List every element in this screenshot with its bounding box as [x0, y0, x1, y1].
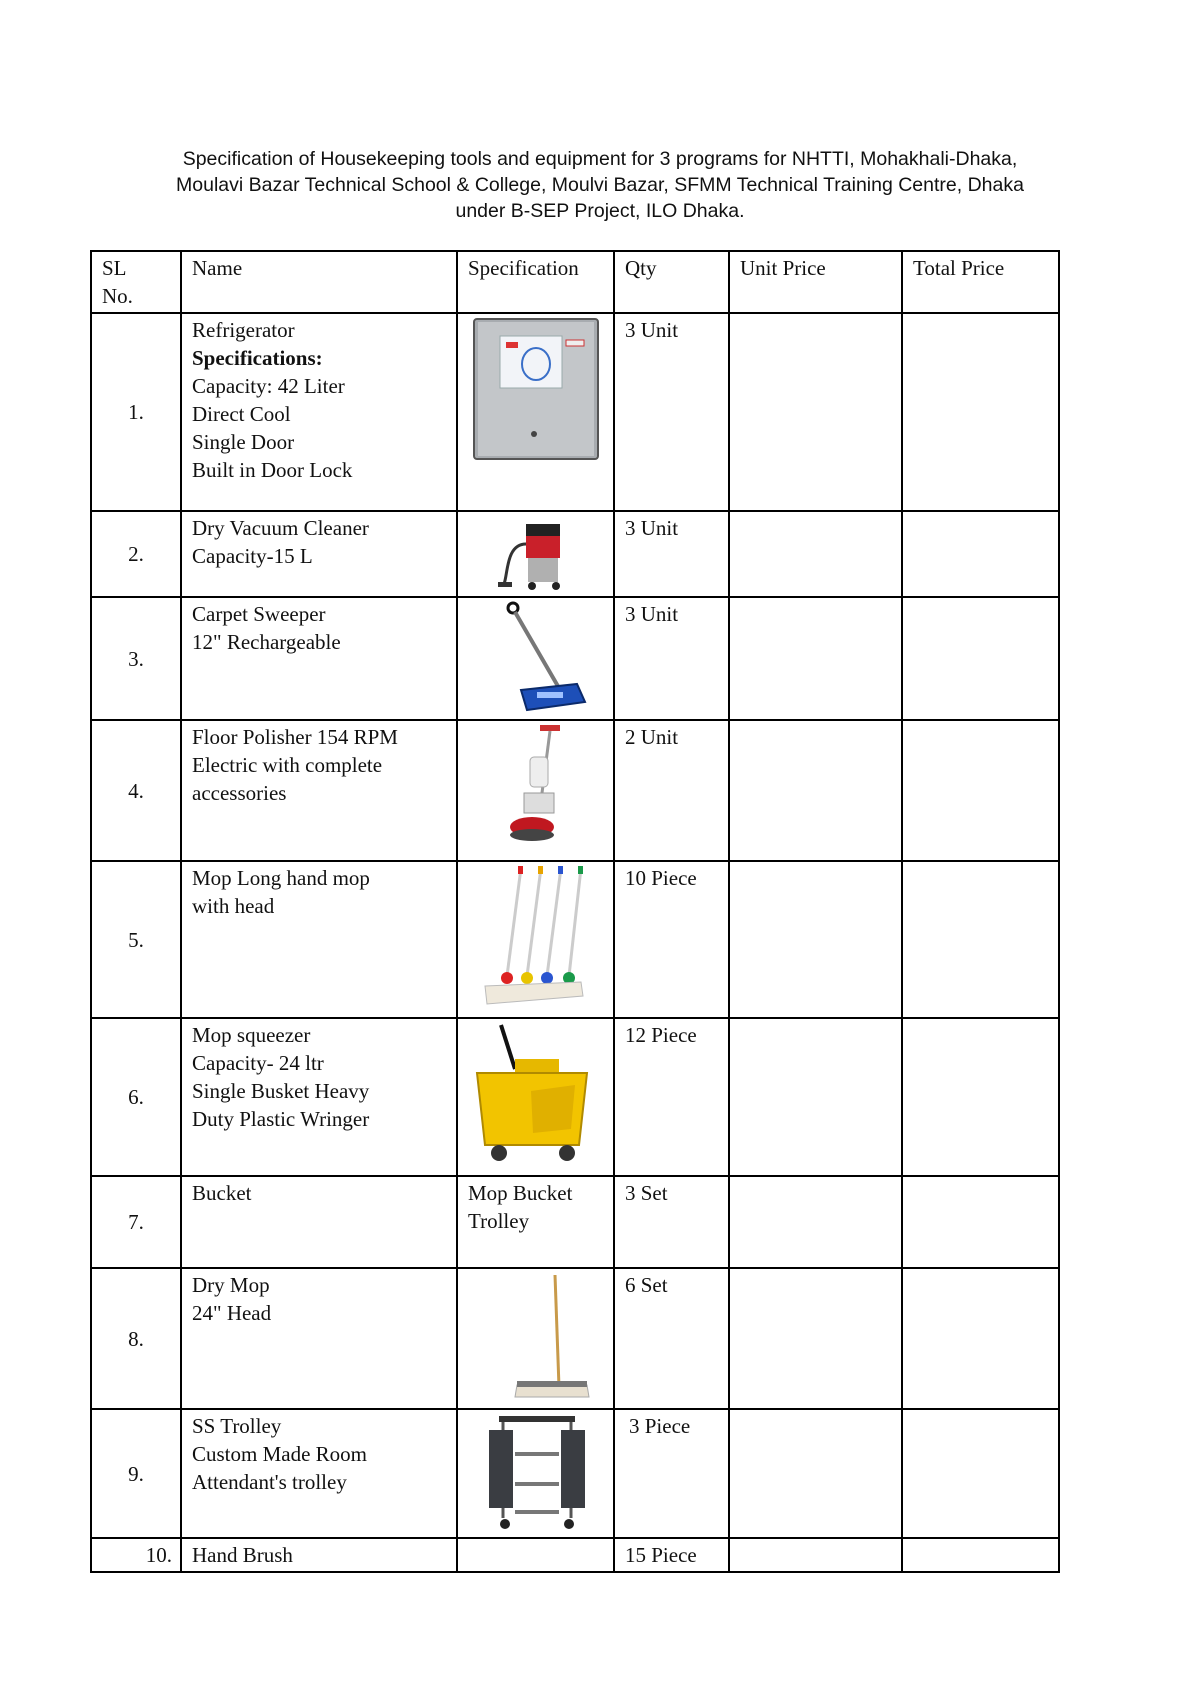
row-sl: 8.	[91, 1268, 181, 1409]
row-name: Mop squeezer Capacity- 24 ltr Single Busket Heavy Duty Plastic Wringer	[181, 1018, 457, 1176]
document-title	[60, 146, 1140, 224]
row-spec-image	[457, 861, 614, 1018]
row-total-price[interactable]	[902, 1409, 1059, 1538]
row-unit-price[interactable]	[729, 1538, 902, 1572]
row-total-price[interactable]	[902, 720, 1059, 861]
row-unit-price[interactable]	[729, 1176, 902, 1268]
row-total-price[interactable]	[902, 1268, 1059, 1409]
long-hand-mops-icon	[481, 864, 591, 1010]
row-spec-image	[457, 720, 614, 861]
carpet-sweeper-icon	[481, 600, 591, 716]
row-unit-price[interactable]	[729, 511, 902, 597]
row-spec-text: Mop Bucket Trolley	[457, 1176, 614, 1268]
row-qty: 3 Unit	[614, 511, 729, 597]
row-total-price[interactable]	[902, 511, 1059, 597]
row-sl: 2.	[91, 511, 181, 597]
header-unit-price: Unit Price	[729, 251, 902, 313]
row-total-price[interactable]	[902, 1176, 1059, 1268]
row-total-price[interactable]	[902, 1538, 1059, 1572]
row-total-price[interactable]	[902, 1018, 1059, 1176]
table-row	[91, 1176, 1059, 1268]
header-name: Name	[181, 251, 457, 313]
title-line: Moulavi Bazar Technical School & College, Moulvi Bazar, SFMM Technical Training Centre, Dhaka	[176, 174, 1024, 196]
row-spec-image	[457, 1268, 614, 1409]
row-qty: 10 Piece	[614, 861, 729, 1018]
title-line: Specification of Housekeeping tools and equipment for 3 programs for NHTTI, Mohakhali-Dhaka,	[182, 148, 1018, 170]
table-row	[91, 720, 1059, 861]
row-unit-price[interactable]	[729, 313, 902, 511]
specification-table	[90, 250, 1060, 1573]
row-unit-price[interactable]	[729, 1018, 902, 1176]
row-qty: 3 Set	[614, 1176, 729, 1268]
row-sl: 7.	[91, 1176, 181, 1268]
header-specification: Specification	[457, 251, 614, 313]
row-spec-image	[457, 1409, 614, 1538]
row-total-price[interactable]	[902, 597, 1059, 720]
row-unit-price[interactable]	[729, 1409, 902, 1538]
table-row	[91, 1409, 1059, 1538]
row-spec-image	[457, 1018, 614, 1176]
row-sl: 4.	[91, 720, 181, 861]
row-name: Dry Vacuum Cleaner Capacity-15 L	[181, 511, 457, 597]
row-unit-price[interactable]	[729, 1268, 902, 1409]
table-header-row	[91, 251, 1059, 313]
header-sl: SL No.	[91, 251, 181, 313]
floor-polisher-icon	[496, 723, 576, 849]
table-row	[91, 1018, 1059, 1176]
row-qty: 15 Piece	[614, 1538, 729, 1572]
row-qty: 3 Unit	[614, 313, 729, 511]
row-name: Dry Mop 24" Head	[181, 1268, 457, 1409]
row-spec-image	[457, 511, 614, 597]
row-spec-text	[457, 1538, 614, 1572]
row-total-price[interactable]	[902, 861, 1059, 1018]
row-sl: 5.	[91, 861, 181, 1018]
mop-squeezer-icon	[471, 1021, 601, 1169]
title-line: under B-SEP Project, ILO Dhaka.	[455, 200, 745, 222]
row-spec-image	[457, 313, 614, 511]
row-name: Floor Polisher 154 RPM Electric with complete accessories	[181, 720, 457, 861]
ss-trolley-icon	[481, 1412, 591, 1532]
table-row	[91, 511, 1059, 597]
vacuum-cleaner-icon	[496, 514, 576, 594]
row-sl: 10.	[91, 1538, 181, 1572]
row-qty: 6 Set	[614, 1268, 729, 1409]
table-row	[91, 1268, 1059, 1409]
dry-mop-icon	[481, 1271, 591, 1403]
row-qty: 3 Piece	[614, 1409, 729, 1538]
refrigerator-icon	[470, 316, 602, 462]
row-unit-price[interactable]	[729, 597, 902, 720]
row-name: Carpet Sweeper 12" Rechargeable	[181, 597, 457, 720]
row-name: Hand Brush	[181, 1538, 457, 1572]
table-row	[91, 597, 1059, 720]
table-row	[91, 861, 1059, 1018]
row-name: Refrigerator Specifications: Capacity: 42 Liter Direct Cool Single Door Built in Door Lock	[181, 313, 457, 511]
row-total-price[interactable]	[902, 313, 1059, 511]
table-row	[91, 1538, 1059, 1572]
row-qty: 12 Piece	[614, 1018, 729, 1176]
row-unit-price[interactable]	[729, 861, 902, 1018]
row-qty: 2 Unit	[614, 720, 729, 861]
row-name: SS Trolley Custom Made Room Attendant's trolley	[181, 1409, 457, 1538]
row-sl: 1.	[91, 313, 181, 511]
row-spec-image	[457, 597, 614, 720]
row-name: Mop Long hand mop with head	[181, 861, 457, 1018]
table-row	[91, 313, 1059, 511]
header-total-price: Total Price	[902, 251, 1059, 313]
row-sl: 9.	[91, 1409, 181, 1538]
header-qty: Qty	[614, 251, 729, 313]
row-sl: 3.	[91, 597, 181, 720]
row-name: Bucket	[181, 1176, 457, 1268]
row-sl: 6.	[91, 1018, 181, 1176]
row-qty: 3 Unit	[614, 597, 729, 720]
row-unit-price[interactable]	[729, 720, 902, 861]
